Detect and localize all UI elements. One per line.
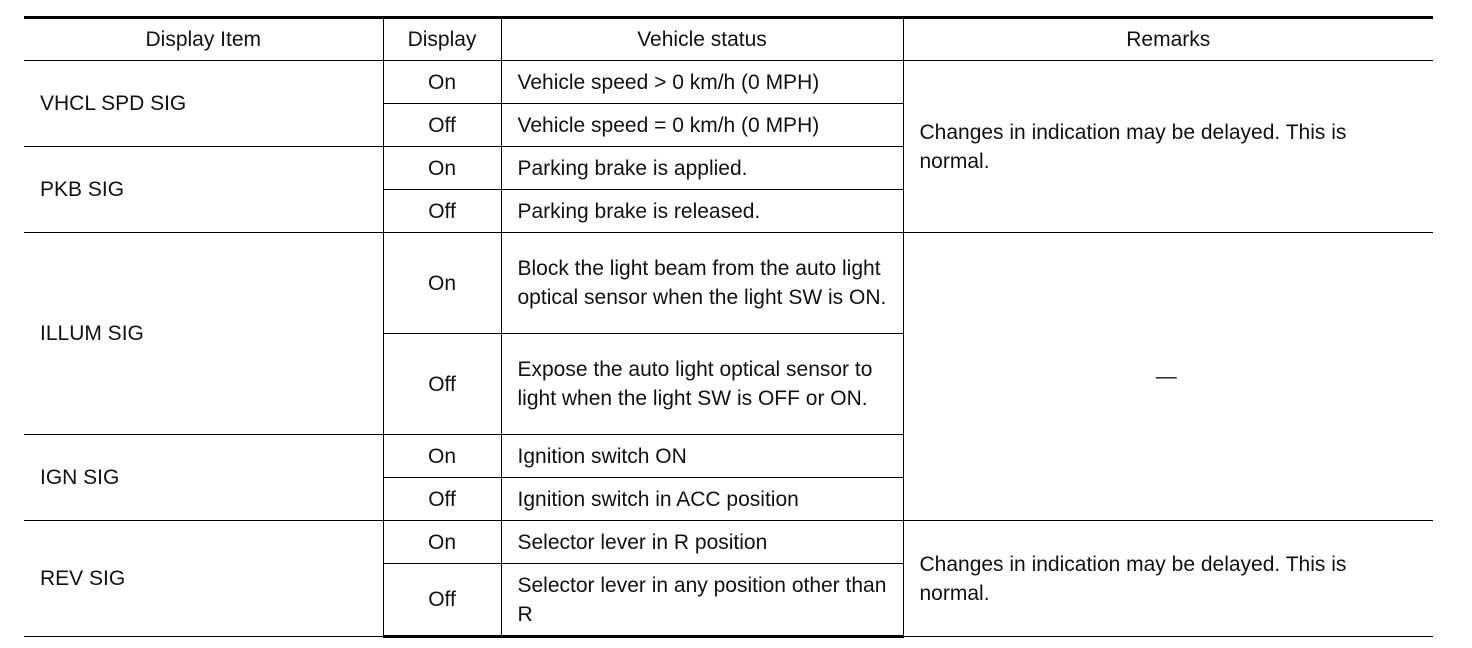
item-rev-sig: REV SIG [24,521,383,637]
header-remarks: Remarks [903,18,1433,61]
item-pkb-sig: PKB SIG [24,147,383,233]
display-value: Off [383,334,501,435]
table-header-row [24,18,1433,61]
display-value: Off [383,190,501,233]
display-value: On [383,435,501,478]
vehicle-status: Selector lever in any position other than R [501,564,903,637]
display-item-table [24,16,1433,638]
display-value: Off [383,104,501,147]
vehicle-status: Block the light beam from the auto light optical sensor when the light SW is ON. [501,233,903,334]
header-vehicle-status: Vehicle status [501,18,903,61]
header-display-item: Display Item [145,28,262,51]
display-value: Off [383,564,501,637]
remark-speed-parking: Changes in indication may be delayed. This is normal. [903,61,1433,233]
vehicle-status: Ignition switch in ACC position [501,478,903,521]
display-value: On [383,521,501,564]
vehicle-status: Vehicle speed = 0 km/h (0 MPH) [501,104,903,147]
remark-reverse: Changes in indication may be delayed. This is normal. [903,521,1433,637]
display-value: Off [383,478,501,521]
table-row [24,233,1433,334]
vehicle-status: Ignition switch ON [501,435,903,478]
display-value: On [383,147,501,190]
remark-none: — [903,233,1433,521]
header-display: Display [383,18,501,61]
item-vhcl-spd-sig: VHCL SPD SIG [24,61,383,147]
display-value: On [383,233,501,334]
vehicle-status: Vehicle speed > 0 km/h (0 MPH) [501,61,903,104]
table-row [24,61,1433,104]
item-ign-sig: IGN SIG [24,435,383,521]
vehicle-status: Parking brake is applied. [501,147,903,190]
item-illum-sig: ILLUM SIG [24,233,383,435]
vehicle-status: Parking brake is released. [501,190,903,233]
display-value: On [383,61,501,104]
vehicle-status: Selector lever in R position [501,521,903,564]
table-row [24,521,1433,564]
vehicle-status: Expose the auto light optical sensor to light when the light SW is OFF or ON. [501,334,903,435]
